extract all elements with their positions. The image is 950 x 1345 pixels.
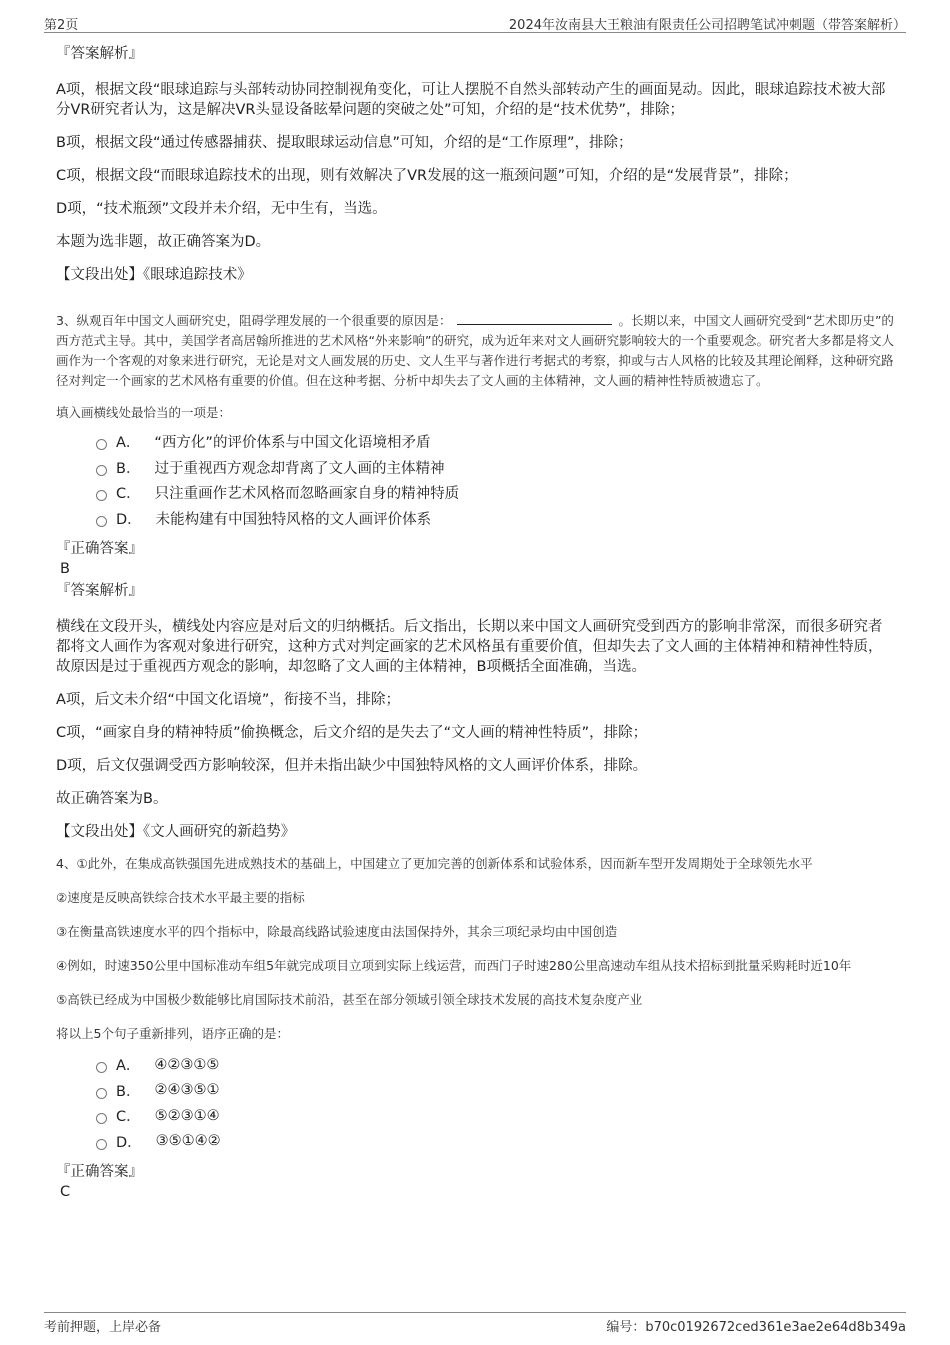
question-4-sentence: 4、①此外，在集成高铁强国先进成熟技术的基础上，中国建立了更加完善的创新体系和试验体系，因而新车型开发周期处于全球领先水平 <box>56 856 813 871</box>
analysis-paragraph: D项，“技术瓶颈”文段并未介绍，无中生有，当选。 <box>56 201 387 217</box>
correct-answer: B <box>60 561 70 577</box>
radio-button[interactable] <box>96 490 107 501</box>
question-4-sentence: ③在衡量高铁速度水平的四个指标中，除最高线路试验速度由法国保持外，其余三项纪录均由中国创造 <box>56 924 618 939</box>
option-a[interactable]: A． “西方化”的评价体系与中国文化语境相矛盾 <box>96 429 896 455</box>
analysis-label: 『答案解析』 <box>56 46 143 62</box>
page-number: 第2页 <box>44 18 79 33</box>
correct-answer-label: 『正确答案』 <box>56 541 143 557</box>
question-3-options <box>96 429 896 531</box>
question-4-sentence: ⑤高铁已经成为中国极少数能够比肩国际技术前沿，甚至在部分领域引领全球技术发展的高技术复杂度产业 <box>56 992 643 1007</box>
correct-answer-label: 『正确答案』 <box>56 1164 143 1180</box>
analysis-paragraph: 横线在文段开头，横线处内容应是对后文的归纳概括。后文指出，长期以来中国文人画研究受到西方的影响非常深，而很多研究者都将文人画作为客观对象进行研究，这种方式对判定画家的艺术风格虽有重要价值，但却失去了文人画的主体精神和精神性特质，故原因是过于重视西方观念的影响，却忽略了文人画的主体精神，B项概括全面准确，当选。 <box>56 619 883 675</box>
question-3-stem: 3、纵观百年中国文人画研究史，阻碍学理发展的一个很重要的原因是： 。长期以来，中国文人画研究受到“艺术即历史”的西方范式主导。其中，美国学者高居翰所推进的艺术风格“外来影响”的研究，成为近年来对文人画研究影响较大的一个重要观念。研究者大多都是将文人画作为一个客观的对象来进行研究，无论是对文人画发展的历史、文人生平与著作进行考据式的考察，抑或与古人风格的比较及其理论阐释，这种研究路径对判定一个画家的艺术风格有重要的价值。但在这种考据、分析中却失去了文人画的主体精神，文人画的精神性特质被遗忘了。 <box>56 313 894 388</box>
option-d[interactable]: D． ③⑤①④② <box>96 1129 896 1155</box>
page-content <box>56 44 896 1204</box>
source-citation: 【文段出处】《眼球追踪技术》 <box>56 267 252 283</box>
analysis-paragraph: A项，根据文段“眼球追踪与头部转动协同控制视角变化，可让人摆脱不自然头部转动产生的画面晃动。因此，眼球追踪技术被大部分VR研究者认为，这是解决VR头显设备眩晕问题的突破之处”可知，介绍的是“技术优势”，排除； <box>56 82 886 118</box>
question-4-sentence: ④例如，时速350公里中国标准动车组5年就完成项目立项到实际上线运营，而西门子时速280公里高速动车组从技术招标到批量采购耗时近10年 <box>56 958 852 973</box>
question-4-prompt: 将以上5个句子重新排列，语序正确的是： <box>56 1026 289 1041</box>
document-title: 2024年汝南县大王粮油有限责任公司招聘笔试冲刺题（带答案解析） <box>508 18 906 33</box>
option-d[interactable]: D． 未能构建有中国独特风格的文人画评价体系 <box>96 506 896 532</box>
analysis-conclusion: 故正确答案为B。 <box>56 791 168 807</box>
analysis-paragraph: D项，后文仅强调受西方影响较深，但并未指出缺少中国独特风格的文人画评价体系，排除。 <box>56 758 648 774</box>
option-b[interactable]: B． 过于重视西方观念却背离了文人画的主体精神 <box>96 455 896 481</box>
radio-button[interactable] <box>96 439 107 450</box>
analysis-paragraph: B项，根据文段“通过传感器捕获、提取眼球运动信息”可知，介绍的是“工作原理”，排除； <box>56 135 633 151</box>
analysis-conclusion: 本题为选非题，故正确答案为D。 <box>56 234 271 250</box>
option-a[interactable]: A． ④②③①⑤ <box>96 1052 896 1078</box>
document-code: 编号：b70c0192672ced361e3ae2e64d8b349a <box>606 1320 906 1335</box>
option-c[interactable]: C． 只注重画作艺术风格而忽略画家自身的精神特质 <box>96 480 896 506</box>
question-4-sentence: ②速度是反映高铁综合技术水平最主要的指标 <box>56 890 305 905</box>
analysis-paragraph: A项，后文未介绍“中国文化语境”，衔接不当，排除； <box>56 692 400 708</box>
footer-slogan: 考前押题，上岸必备 <box>44 1320 162 1335</box>
radio-button[interactable] <box>96 1139 107 1150</box>
fill-in-blank <box>457 312 612 325</box>
radio-button[interactable] <box>96 1088 107 1099</box>
option-c[interactable]: C． ⑤②③①④ <box>96 1103 896 1129</box>
radio-button[interactable] <box>96 1062 107 1073</box>
radio-button[interactable] <box>96 516 107 527</box>
source-citation: 【文段出处】《文人画研究的新趋势》 <box>56 824 296 840</box>
analysis-paragraph: C项，“画家自身的精神特质”偷换概念，后文介绍的是失去了“文人画的精神性特质”，排除； <box>56 725 648 741</box>
analysis-label: 『答案解析』 <box>56 583 143 599</box>
page-footer <box>44 1312 906 1333</box>
radio-button[interactable] <box>96 465 107 476</box>
correct-answer: C <box>60 1184 71 1200</box>
radio-button[interactable] <box>96 1113 107 1124</box>
question-4-options <box>96 1052 896 1154</box>
question-3-prompt: 填入画横线处最恰当的一项是： <box>56 405 232 420</box>
page-header <box>44 12 906 33</box>
analysis-paragraph: C项，根据文段“而眼球追踪技术的出现，则有效解决了VR发展的这一瓶颈问题”可知，介绍的是“发展背景”，排除； <box>56 168 798 184</box>
option-b[interactable]: B． ②④③⑤① <box>96 1078 896 1104</box>
